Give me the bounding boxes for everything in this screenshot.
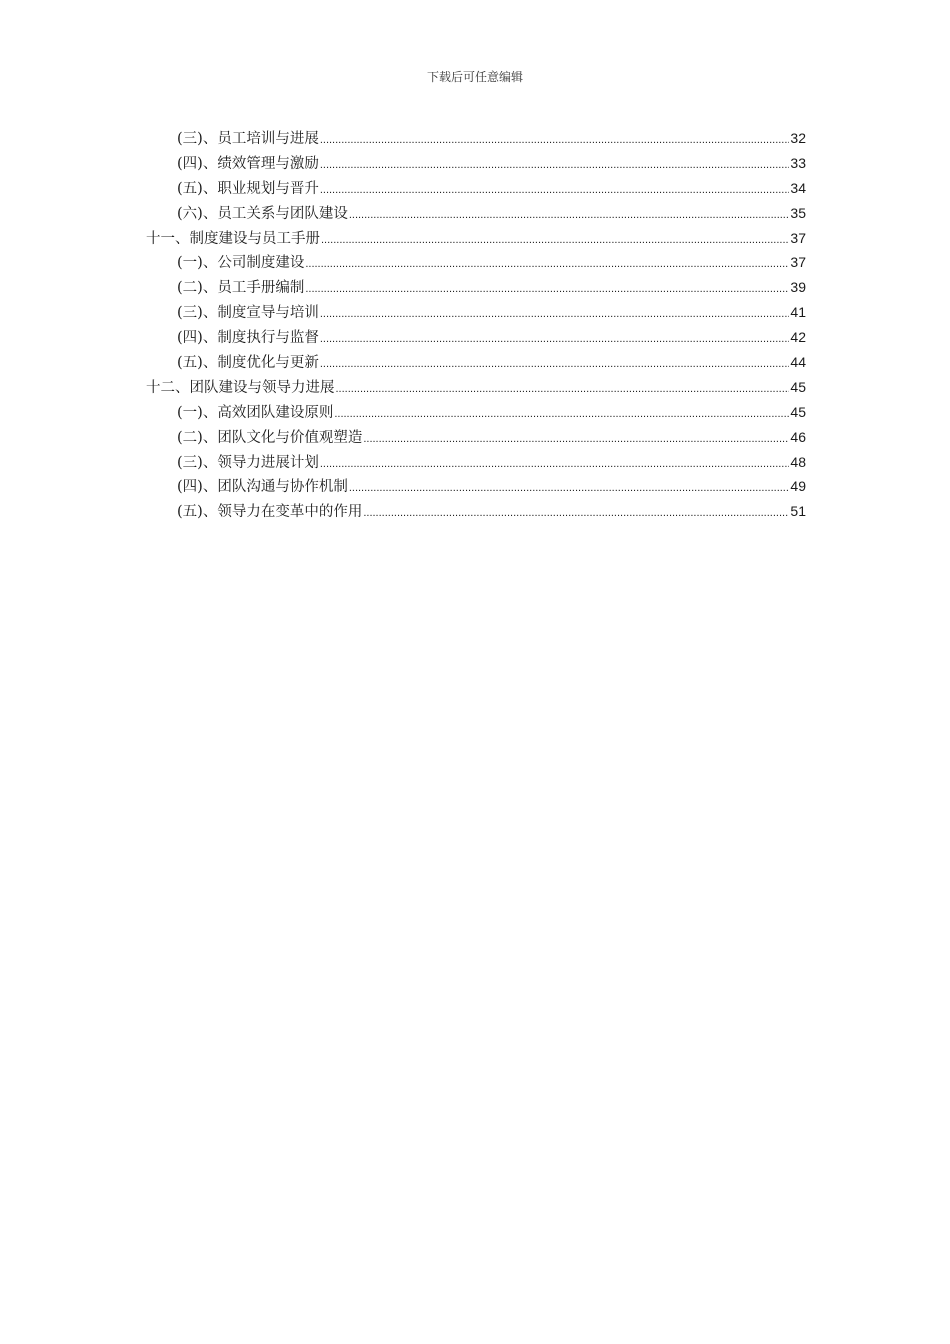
toc-entry[interactable] (146, 176, 806, 201)
toc-dot-leader (320, 327, 790, 352)
toc-entry-title: 十一、制度建设与员工手册 (146, 230, 320, 247)
toc-entry-title: (四)、制度执行与监督 (177, 330, 319, 347)
toc-dot-leader (363, 501, 789, 526)
toc-entry[interactable] (146, 474, 806, 499)
toc-chapter-entry[interactable] (146, 226, 806, 251)
toc-dot-leader (321, 228, 789, 253)
toc-entry-title: (二)、团队文化与价值观塑造 (177, 429, 363, 446)
toc-entry-title: (五)、职业规划与晋升 (177, 180, 319, 197)
toc-page-number: 51 (790, 503, 806, 520)
toc-dot-leader (320, 128, 790, 153)
toc-entry[interactable] (146, 425, 806, 450)
toc-dot-leader (320, 153, 790, 178)
toc-entry-title: (四)、绩效管理与激励 (177, 155, 319, 172)
toc-dot-leader (363, 427, 789, 452)
toc-entry-title: (四)、团队沟通与协作机制 (177, 479, 348, 496)
toc-entry-title: (六)、员工关系与团队建设 (177, 205, 348, 222)
toc-dot-leader (305, 252, 789, 277)
toc-entry[interactable] (146, 201, 806, 226)
toc-page-number: 48 (790, 453, 806, 470)
toc-chapter-entry[interactable] (146, 375, 806, 400)
toc-page-number: 44 (790, 354, 806, 371)
toc-page-number: 46 (790, 428, 806, 445)
toc-entry[interactable] (146, 450, 806, 475)
toc-dot-leader (320, 452, 790, 477)
toc-page-number: 33 (790, 154, 806, 171)
toc-entry[interactable] (146, 151, 806, 176)
toc-entry[interactable] (146, 499, 806, 524)
toc-page-number: 32 (790, 130, 806, 146)
toc-entry[interactable] (146, 250, 806, 275)
toc-dot-leader (349, 203, 790, 228)
toc-entry[interactable] (146, 400, 806, 425)
toc-page-number: 35 (790, 204, 806, 221)
toc-entry-title: 十二、团队建设与领导力进展 (146, 379, 335, 396)
toc-entry[interactable] (146, 275, 806, 300)
toc-page-number: 49 (790, 478, 806, 495)
toc-entry[interactable] (146, 325, 806, 350)
toc-dot-leader (320, 302, 790, 327)
toc-page-number: 45 (790, 378, 806, 395)
toc-page-number: 42 (790, 329, 806, 346)
toc-entry-title: (二)、员工手册编制 (177, 280, 305, 297)
toc-entry-title: (三)、领导力进展计划 (177, 454, 319, 471)
toc-entry[interactable] (146, 300, 806, 325)
toc-dot-leader (334, 402, 789, 427)
toc-dot-leader (320, 178, 790, 203)
page-header: 下载后可任意编辑 (426, 70, 523, 84)
toc-page-number: 41 (790, 304, 806, 321)
toc-entry-title: (一)、高效团队建设原则 (177, 404, 334, 421)
toc-page-number: 37 (790, 229, 806, 246)
toc-dot-leader (336, 377, 790, 402)
toc-entry[interactable] (146, 350, 806, 375)
table-of-contents (146, 126, 806, 524)
toc-entry-title: (三)、制度宣导与培训 (177, 305, 319, 322)
toc-page-number: 45 (790, 403, 806, 420)
toc-entry-title: (三)、员工培训与进展 (177, 131, 319, 147)
toc-entry-title: (一)、公司制度建设 (177, 255, 305, 272)
toc-dot-leader (305, 277, 789, 302)
toc-page-number: 37 (790, 254, 806, 271)
toc-entry[interactable] (146, 126, 806, 151)
toc-page-number: 34 (790, 179, 806, 196)
toc-dot-leader (349, 476, 790, 501)
toc-entry-title: (五)、制度优化与更新 (177, 355, 319, 372)
toc-page-number: 39 (790, 279, 806, 296)
toc-entry-title: (五)、领导力在变革中的作用 (177, 504, 363, 521)
toc-dot-leader (320, 352, 790, 377)
